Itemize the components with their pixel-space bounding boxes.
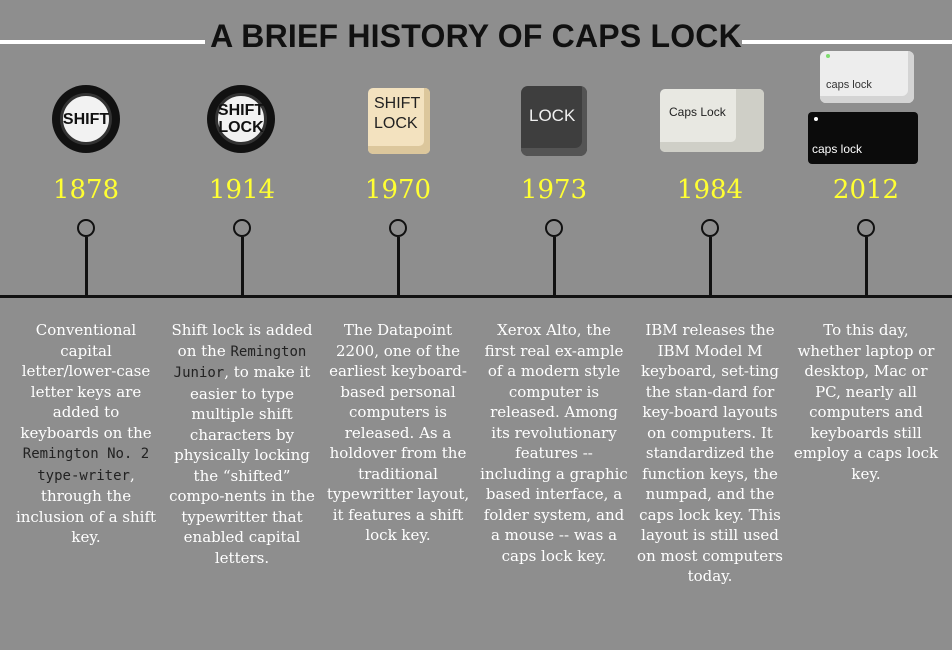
event-description: The Datapoint 2200, one of the earliest keyboard-based personal computers is released. As a holdover from the traditional typewritter layout, it features a shift lock key. bbox=[326, 321, 470, 544]
desc-text: Shift lock is added on the bbox=[171, 321, 313, 360]
caps-lock-key-light-icon bbox=[820, 51, 914, 103]
timeline-stem bbox=[865, 237, 868, 297]
event-description bbox=[12, 320, 160, 548]
timeline-stem bbox=[241, 237, 244, 297]
timeline-stem bbox=[709, 237, 712, 297]
indicator-light-icon bbox=[814, 117, 818, 121]
caps-lock-key-dark-icon bbox=[808, 112, 918, 164]
timeline-node bbox=[389, 219, 407, 237]
event-year: 1970 bbox=[364, 175, 432, 205]
key-label: SHIFT bbox=[62, 110, 110, 128]
desc-text: , through the inclusion of a shift key. bbox=[15, 465, 157, 546]
event-year: 1914 bbox=[208, 175, 276, 205]
timeline-node bbox=[701, 219, 719, 237]
key-label: Caps Lock bbox=[669, 105, 726, 119]
event-description: Xerox Alto, the first real ex-ample of a modern style computer is released. Among its revolutionary features -- including a graphic based interface, a folder system, and a mouse -- was a caps lock key. bbox=[480, 321, 628, 565]
desc-text: Conventional capital letter/lower-case letter keys are added to keyboards on the bbox=[20, 321, 152, 442]
key-label-line1: SHIFT bbox=[217, 102, 265, 119]
timeline-line bbox=[0, 295, 952, 298]
indicator-light-icon bbox=[826, 54, 830, 58]
timeline-node bbox=[857, 219, 875, 237]
timeline-stem bbox=[553, 237, 556, 297]
event-description bbox=[168, 320, 316, 568]
key-label: caps lock bbox=[826, 79, 872, 91]
timeline-node bbox=[77, 219, 95, 237]
lock-key-1973-icon bbox=[521, 86, 587, 156]
key-label-line2: LOCK bbox=[374, 115, 418, 132]
desc-machine-name: Remington Junior bbox=[173, 343, 307, 381]
desc-machine-name: Remington No. 2 type-writer bbox=[22, 446, 150, 484]
event-description: IBM releases the IBM Model M keyboard, set-ting the stan-dard for key-board layouts on computers. It standardized the function keys, the numpad, and the caps lock key. This layout is still used on most computers today. bbox=[637, 321, 783, 585]
event-year: 1973 bbox=[520, 175, 588, 205]
timeline-node bbox=[233, 219, 251, 237]
timeline-stem bbox=[397, 237, 400, 297]
shift-lock-key-1914-icon bbox=[207, 85, 275, 153]
shift-key-1878-icon bbox=[52, 85, 120, 153]
event-year: 2012 bbox=[832, 175, 900, 205]
key-label-line1: SHIFT bbox=[374, 95, 421, 112]
shift-lock-key-1970-icon bbox=[368, 88, 430, 154]
event-year: 1878 bbox=[52, 175, 120, 205]
event-year: 1984 bbox=[676, 175, 744, 205]
event-description: To this day, whether laptop or desktop, Mac or PC, nearly all computers and keyboards still employ a caps lock key. bbox=[793, 321, 939, 483]
timeline-node bbox=[545, 219, 563, 237]
timeline-stem bbox=[85, 237, 88, 297]
page-title: A BRIEF HISTORY OF CAPS LOCK bbox=[210, 18, 742, 54]
desc-text: , to make it easier to type multiple shift characters by physically locking the “shifted” compo-nents in the typewritter that enabled capital letters. bbox=[169, 363, 315, 567]
key-label: LOCK bbox=[529, 106, 576, 125]
caps-lock-key-1984-icon bbox=[660, 89, 764, 152]
key-label-line2: LOCK bbox=[218, 119, 264, 136]
key-label: caps lock bbox=[812, 142, 863, 156]
